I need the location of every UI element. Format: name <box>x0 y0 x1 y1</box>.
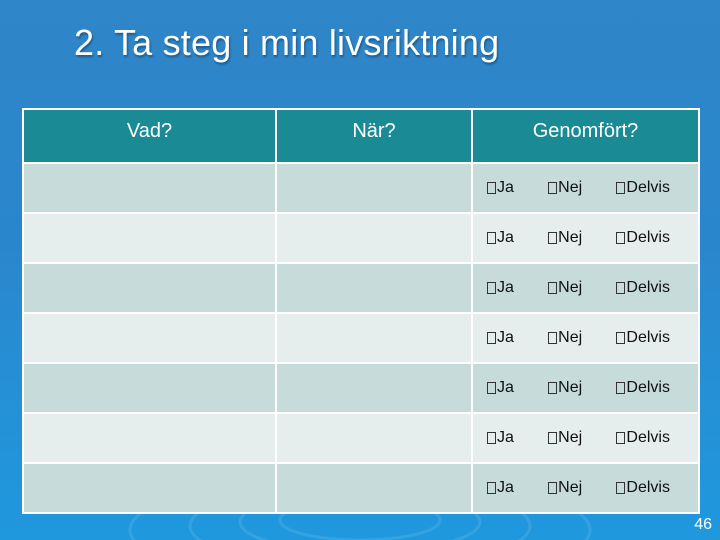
option-ja[interactable] <box>487 279 514 297</box>
option-ja[interactable] <box>487 229 514 247</box>
nar-cell[interactable] <box>276 163 472 213</box>
option-label: Ja <box>497 479 514 496</box>
nar-cell[interactable] <box>276 313 472 363</box>
option-ja[interactable] <box>487 179 514 197</box>
option-ja[interactable] <box>487 329 514 347</box>
checkbox-icon[interactable] <box>548 382 557 394</box>
option-delvis[interactable] <box>616 179 670 197</box>
option-label: Ja <box>497 179 514 196</box>
option-ja[interactable] <box>487 429 514 447</box>
option-label: Nej <box>558 429 583 446</box>
nar-cell[interactable] <box>276 263 472 313</box>
table-row <box>23 263 699 313</box>
option-label: Delvis <box>626 429 670 446</box>
checkbox-icon[interactable] <box>548 282 557 294</box>
checkbox-icon[interactable] <box>548 482 557 494</box>
option-label: Nej <box>558 479 583 496</box>
option-nej[interactable] <box>548 279 582 297</box>
vad-cell[interactable] <box>23 463 276 513</box>
checkbox-icon[interactable] <box>616 382 625 394</box>
vad-cell[interactable] <box>23 313 276 363</box>
option-delvis[interactable] <box>616 279 670 297</box>
slide-title: 2. Ta steg i min livsriktning <box>74 22 500 63</box>
checkbox-icon[interactable] <box>487 432 496 444</box>
option-nej[interactable] <box>548 379 582 397</box>
option-group <box>473 329 698 347</box>
nar-cell[interactable] <box>276 363 472 413</box>
checkbox-icon[interactable] <box>487 332 496 344</box>
option-label: Ja <box>497 279 514 296</box>
option-delvis[interactable] <box>616 229 670 247</box>
genomfort-cell <box>472 463 699 513</box>
option-delvis[interactable] <box>616 479 670 497</box>
option-label: Ja <box>497 379 514 396</box>
nar-cell[interactable] <box>276 413 472 463</box>
checkbox-icon[interactable] <box>548 232 557 244</box>
genomfort-cell <box>472 363 699 413</box>
checkbox-icon[interactable] <box>487 382 496 394</box>
checkbox-icon[interactable] <box>616 182 625 194</box>
checkbox-icon[interactable] <box>548 182 557 194</box>
checkbox-icon[interactable] <box>487 232 496 244</box>
vad-cell[interactable] <box>23 263 276 313</box>
option-group <box>473 379 698 397</box>
table-row <box>23 163 699 213</box>
option-nej[interactable] <box>548 229 582 247</box>
option-group <box>473 229 698 247</box>
option-label: Delvis <box>626 379 670 396</box>
option-label: Nej <box>558 329 583 346</box>
table-row <box>23 413 699 463</box>
table-row <box>23 313 699 363</box>
genomfort-cell <box>472 313 699 363</box>
option-nej[interactable] <box>548 179 582 197</box>
checkbox-icon[interactable] <box>548 332 557 344</box>
checkbox-icon[interactable] <box>487 482 496 494</box>
table-row <box>23 363 699 413</box>
option-delvis[interactable] <box>616 429 670 447</box>
option-group <box>473 279 698 297</box>
option-label: Nej <box>558 279 583 296</box>
checkbox-icon[interactable] <box>616 482 625 494</box>
option-label: Nej <box>558 229 583 246</box>
option-group <box>473 429 698 447</box>
header-vad: Vad? <box>23 109 276 163</box>
option-group <box>473 479 698 497</box>
genomfort-cell <box>472 413 699 463</box>
checkbox-icon[interactable] <box>616 332 625 344</box>
option-label: Delvis <box>626 179 670 196</box>
vad-cell[interactable] <box>23 163 276 213</box>
checkbox-icon[interactable] <box>616 282 625 294</box>
checkbox-icon[interactable] <box>616 432 625 444</box>
checkbox-icon[interactable] <box>548 432 557 444</box>
option-label: Ja <box>497 229 514 246</box>
checkbox-icon[interactable] <box>487 182 496 194</box>
header-nar: När? <box>276 109 472 163</box>
option-label: Nej <box>558 179 583 196</box>
option-label: Ja <box>497 429 514 446</box>
option-nej[interactable] <box>548 329 582 347</box>
checkbox-icon[interactable] <box>487 282 496 294</box>
option-label: Delvis <box>626 329 670 346</box>
genomfort-cell <box>472 163 699 213</box>
option-ja[interactable] <box>487 379 514 397</box>
page-number: 46 <box>694 516 712 533</box>
option-label: Delvis <box>626 479 670 496</box>
checkbox-icon[interactable] <box>616 232 625 244</box>
option-label: Ja <box>497 329 514 346</box>
genomfort-cell <box>472 263 699 313</box>
option-delvis[interactable] <box>616 379 670 397</box>
option-label: Delvis <box>626 229 670 246</box>
option-delvis[interactable] <box>616 329 670 347</box>
table-row <box>23 463 699 513</box>
option-nej[interactable] <box>548 429 582 447</box>
option-ja[interactable] <box>487 479 514 497</box>
vad-cell[interactable] <box>23 413 276 463</box>
vad-cell[interactable] <box>23 213 276 263</box>
nar-cell[interactable] <box>276 463 472 513</box>
option-label: Delvis <box>626 279 670 296</box>
header-genomfort: Genomfört? <box>472 109 699 163</box>
option-group <box>473 179 698 197</box>
genomfort-cell <box>472 213 699 263</box>
option-label: Nej <box>558 379 583 396</box>
vad-cell[interactable] <box>23 363 276 413</box>
nar-cell[interactable] <box>276 213 472 263</box>
action-table <box>22 108 698 512</box>
table-row <box>23 213 699 263</box>
option-nej[interactable] <box>548 479 582 497</box>
